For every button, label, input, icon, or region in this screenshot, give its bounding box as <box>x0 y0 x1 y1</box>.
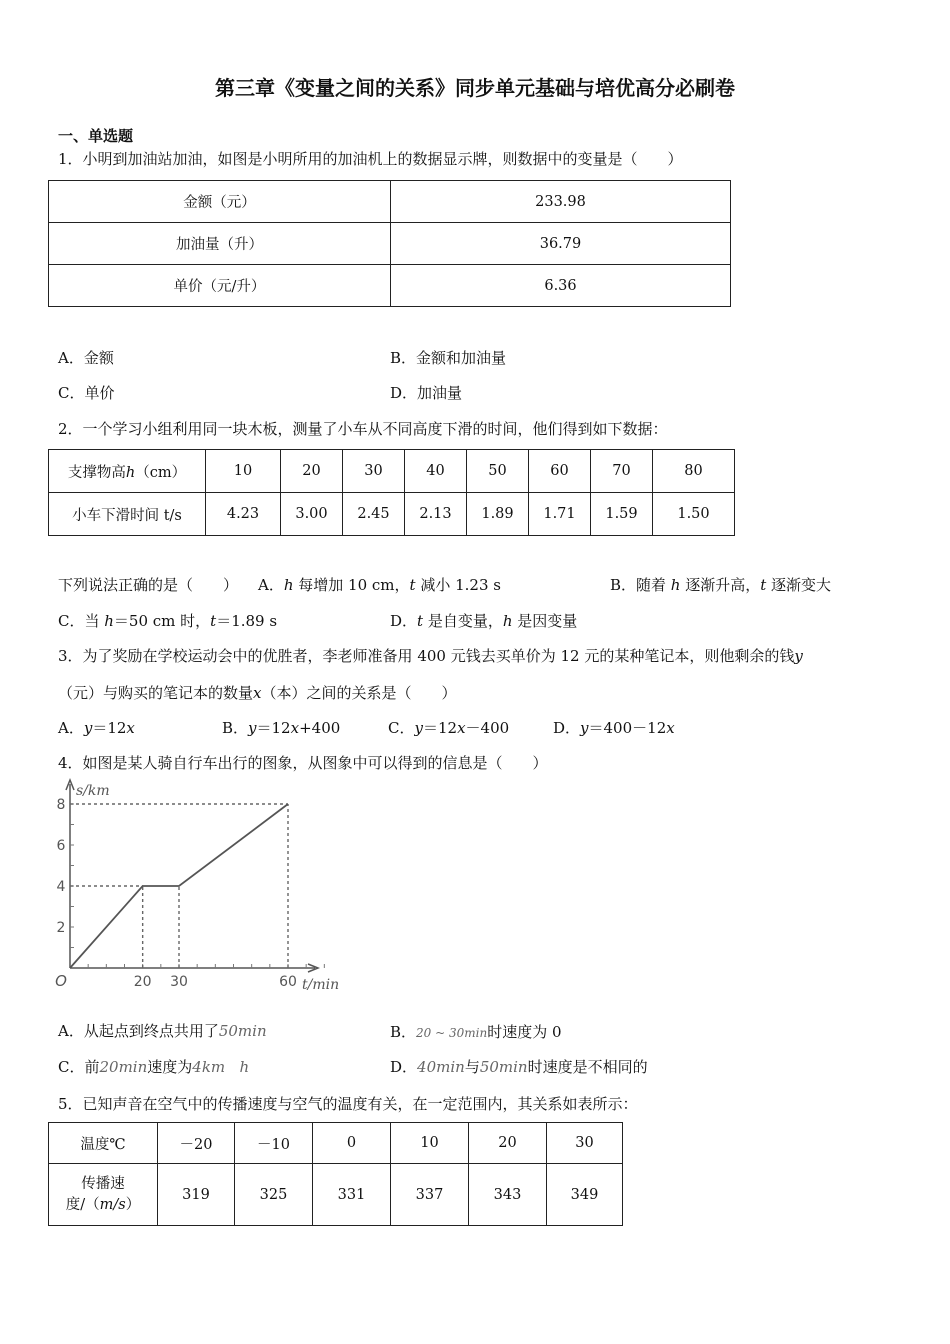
q3-stem-line1: 3．为了奖励在学校运动会中的优胜者，李老师准备用 400 元钱去买单价为 12 元的某种笔记本，则他剩余的钱y <box>58 647 803 665</box>
q3-option-c: C．y＝12x－400 <box>388 719 510 737</box>
q2-height-cell: 60 <box>529 450 591 493</box>
x-tick-label-20: 20 <box>133 974 152 990</box>
q1-option-a: A．金额 <box>58 349 114 367</box>
q2-height-cell: 80 <box>653 450 735 493</box>
q5-speed-cell: 325 <box>235 1164 313 1226</box>
q2-time-cell: 3.00 <box>281 493 343 536</box>
q1-row1-label: 金额（元） <box>49 181 391 223</box>
q2-height-cell: 70 <box>591 450 653 493</box>
q2-option-c: C．当 h＝50 cm 时，t＝1.89 s <box>58 612 278 630</box>
q1-option-c: C．单价 <box>58 384 115 402</box>
y-tick-label-8: 8 <box>56 797 66 813</box>
q5-temp-cell: －20 <box>158 1123 235 1164</box>
q5-speed-cell: 331 <box>313 1164 391 1226</box>
q3-option-d: D．y＝400－12x <box>553 719 675 737</box>
q2-height-cell: 50 <box>467 450 529 493</box>
q5-speed-cell: 349 <box>547 1164 623 1226</box>
x-tick-label-30: 30 <box>170 974 188 990</box>
q1-option-d: D．加油量 <box>390 384 463 402</box>
q1-row2-label: 加油量（升） <box>49 223 391 265</box>
q2-height-cell: 40 <box>405 450 467 493</box>
q5-speed-cell: 337 <box>391 1164 469 1226</box>
q1-row2-value: 36.79 <box>391 223 731 265</box>
x-tick-label-60: 60 <box>279 974 297 990</box>
q4-distance-time-graph <box>50 776 350 998</box>
q2-option-a: A．h 每增加 10 cm，t 减小 1.23 s <box>258 576 501 594</box>
q4-option-a: A．从起点到终点共用了50min <box>58 1022 267 1040</box>
y-axis-label: s/km <box>76 783 110 799</box>
q2-height-label: 支撑物高h（cm） <box>49 450 206 493</box>
q5-speed-cell: 319 <box>158 1164 235 1226</box>
q1-row3-label: 单价（元/升） <box>49 265 391 307</box>
q2-height-cell: 10 <box>206 450 281 493</box>
q4-stem: 4．如图是某人骑自行车出行的图象，从图象中可以得到的信息是（ ） <box>58 754 548 772</box>
x-axis-label: t/min <box>302 977 340 993</box>
q2-option-d: D．t 是自变量，h 是因变量 <box>390 612 578 630</box>
q4-option-d: D．40min与50min时速度是不相同的 <box>390 1058 648 1076</box>
q5-temp-cell: 20 <box>469 1123 547 1164</box>
q2-time-cell: 1.59 <box>591 493 653 536</box>
q1-stem: 1．小明到加油站加油，如图是小明所用的加油机上的数据显示牌，则数据中的变量是（ ） <box>58 150 683 168</box>
q5-temp-cell: 30 <box>547 1123 623 1164</box>
q2-time-cell: 2.45 <box>343 493 405 536</box>
q5-speed-cell: 343 <box>469 1164 547 1226</box>
q5-stem: 5．已知声音在空气中的传播速度与空气的温度有关，在一定范围内，其关系如表所示： <box>58 1095 638 1113</box>
q1-option-b: B．金额和加油量 <box>390 349 507 367</box>
q2-table <box>48 449 735 536</box>
q4-option-c: C．前20min速度为4km h <box>58 1058 250 1076</box>
q2-time-label: 小车下滑时间 t/s <box>49 493 206 536</box>
q1-row3-value: 6.36 <box>391 265 731 307</box>
y-tick-label-4: 4 <box>56 879 66 895</box>
q5-temp-cell: －10 <box>235 1123 313 1164</box>
q2-time-cell: 1.50 <box>653 493 735 536</box>
q3-stem-line2: （元）与购买的笔记本的数量x（本）之间的关系是（ ） <box>58 684 457 702</box>
q2-lead: 下列说法正确的是（ ） <box>58 576 239 594</box>
q1-table <box>48 180 731 307</box>
y-tick-label-6: 6 <box>56 838 66 854</box>
q3-option-b: B．y＝12x+400 <box>222 719 341 737</box>
q5-speed-label: 传播速 度/（m/s） <box>49 1164 158 1226</box>
page-title: 第三章《变量之间的关系》同步单元基础与培优高分必刷卷 <box>215 76 735 100</box>
q2-time-cell: 1.89 <box>467 493 529 536</box>
q2-time-cell: 2.13 <box>405 493 467 536</box>
q4-option-b: B．20 ~ 30min时速度为 0 <box>390 1023 562 1041</box>
q2-stem: 2．一个学习小组利用同一块木板，测量了小车从不同高度下滑的时间，他们得到如下数据： <box>58 420 668 438</box>
q2-height-cell: 30 <box>343 450 405 493</box>
section-heading: 一、单选题 <box>58 127 134 145</box>
y-tick-label-2: 2 <box>56 920 66 936</box>
q2-option-b: B．随着 h 逐渐升高，t 逐渐变大 <box>610 576 832 594</box>
q5-temp-cell: 0 <box>313 1123 391 1164</box>
q2-time-cell: 1.71 <box>529 493 591 536</box>
q5-temp-cell: 10 <box>391 1123 469 1164</box>
q5-table <box>48 1122 623 1226</box>
q5-temp-label: 温度℃ <box>49 1123 158 1164</box>
q3-option-a: A．y＝12x <box>58 719 135 737</box>
origin-label: O <box>55 972 67 990</box>
q1-row1-value: 233.98 <box>391 181 731 223</box>
q2-time-cell: 4.23 <box>206 493 281 536</box>
q2-height-cell: 20 <box>281 450 343 493</box>
